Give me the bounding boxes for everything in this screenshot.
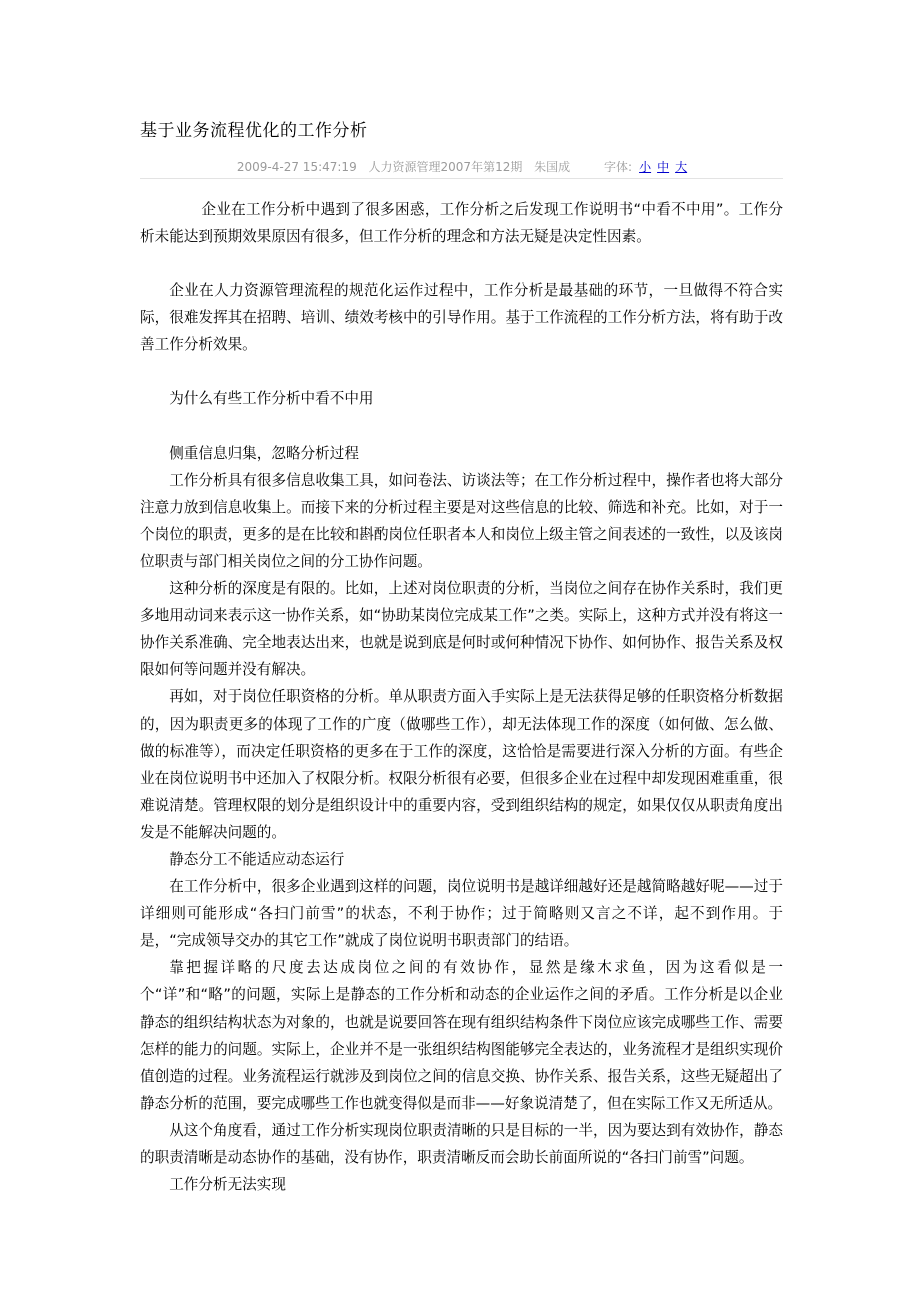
subsection-heading: 侧重信息归集，忽略分析过程 [169,444,359,462]
paragraph: 靠把握详略的尺度去达成岗位之间的有效协作，显然是缘木求鱼，因为这看似是一个“详”和“略”的问题，实际上是静态的工作分析和动态的企业运作之间的矛盾。工作分析是以企业静态的组织结构状态为对象的，也就是说要回答在现有组织结构条件下岗位应该完成哪些工作、需要怎样的能力的问题。实际上，企业并不是一张组织结构图能够完全表达的，业务流程才是组织实现价值创造的过程。业务流程运行就涉及到岗位之间的信息交换、协作关系、报告关系，这些无疑超出了静态分析的范围，要完成哪些工作也就变得似是而非——好象说清楚了，但在实际工作又无所适从。 [140,959,783,1112]
paragraph-gap [140,413,783,440]
paragraph: 工作分析具有很多信息收集工具，如问卷法、访谈法等；在工作分析过程中，操作者也将大部分注意力放到信息收集上。而接下来的分析过程主要是对这些信息的比较、筛选和补充。比如，对于一个岗位的职责，更多的是在比较和斟酌岗位任职者本人和岗位上级主管之间表述的一致性，以及该岗位职责与部门相关岗位之间的分工协作问题。 [140,471,783,570]
paragraph: 企业在人力资源管理流程的规范化运作过程中，工作分析是最基础的环节，一旦做得不符合实际，很难发挥其在招聘、培训、绩效考核中的引导作用。基于工作流程的工作分析方法，将有助于改善工作分析效果。 [140,282,783,354]
paragraph-gap [140,250,783,277]
paragraph: 这种分析的深度是有限的。比如，上述对岗位职责的分析，当岗位之间存在协作关系时，我们更多地用动词来表示这一协作关系，如“协助某岗位完成某工作”之类。实际上，这种方式并没有将这一协作关系准确、完全地表达出来，也就是说到底是何时或何种情况下协作、如何协作、报告关系及权限如何等问题并没有解决。 [140,580,783,679]
meta-author: 朱国成 [534,160,571,174]
font-small-link[interactable]: 小 [639,160,652,174]
meta-datetime: 2009-4-27 15:47:19 [236,160,357,174]
font-large-link[interactable]: 大 [675,160,688,174]
article-title: 基于业务流程优化的工作分析 [140,121,368,141]
paragraph-gap [140,358,783,385]
subsection-heading: 静态分工不能适应动态运行 [169,850,345,868]
article-meta [140,158,783,175]
meta-source: 人力资源管理2007年第12期 [368,160,523,174]
article-body [140,196,783,1198]
section-heading: 为什么有些工作分析中看不中用 [169,390,374,408]
paragraph-intro: 企业在工作分析中遇到了很多困惑，工作分析之后发现工作说明书“中看不中用”。工作分析未能达到预期效果原因有很多，但工作分析的理念和方法无疑是决定性因素。 [140,201,783,246]
paragraph: 从这个角度看，通过工作分析实现岗位职责清晰的只是目标的一半，因为要达到有效协作，静态的职责清晰是动态协作的基础，没有协作，职责清晰反而会助长前面所说的“各扫门前雪”问题。 [140,1121,783,1166]
meta-divider [140,178,783,179]
paragraph: 再如，对于岗位任职资格的分析。单从职责方面入手实际上是无法获得足够的任职资格分析数据的，因为职责更多的体现了工作的广度（做哪些工作），却无法体现工作的深度（如何做、怎么做、做的标准等），而决定任职资格的更多在于工作的深度，这恰恰是需要进行深入分析的方面。有些企业在岗位说明书中还加入了权限分析。权限分析很有必要，但很多企业在过程中却发现困难重重，很难说清楚。管理权限的划分是组织设计中的重要内容，受到组织结构的规定，如果仅仅从职责角度出发是不能解决问题的。 [140,688,783,841]
font-medium-link[interactable]: 中 [657,160,670,174]
paragraph: 在工作分析中，很多企业遇到这样的问题，岗位说明书是越详细越好还是越简略越好呢——过于详细则可能形成“各扫门前雪”的状态，不利于协作；过于简略则又言之不详，起不到作用。于是，“完成领导交办的其它工作”就成了岗位说明书职责部门的结语。 [140,878,783,950]
font-size-label: 字体: [604,160,633,174]
subsection-heading: 工作分析无法实现 [169,1176,286,1194]
